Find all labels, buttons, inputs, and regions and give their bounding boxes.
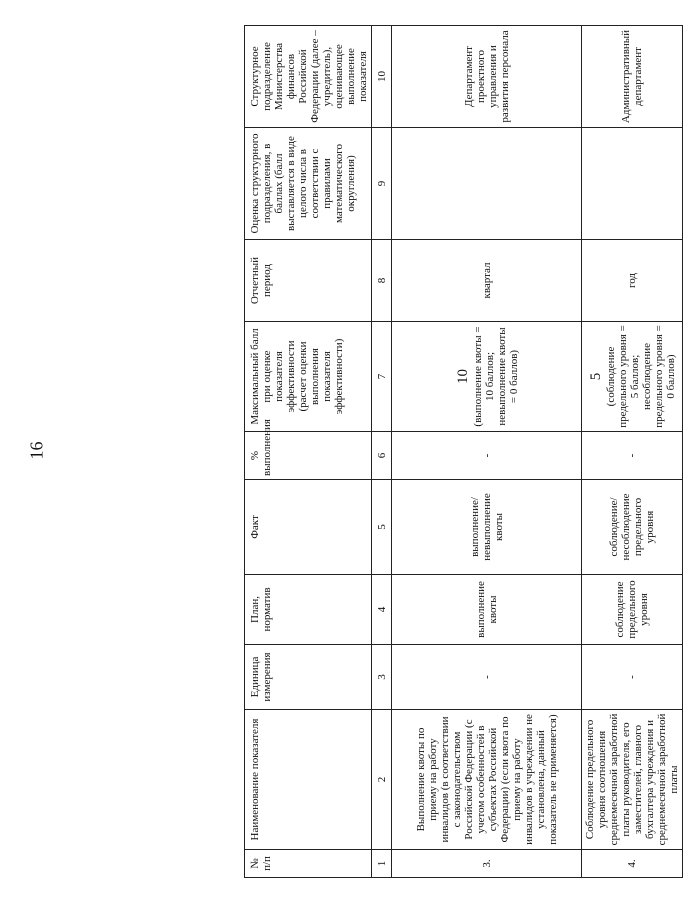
column-number: 9 bbox=[372, 128, 392, 240]
row-plan: выполнение квоты bbox=[392, 575, 582, 645]
header-cell-name: Наименование показателя bbox=[245, 710, 372, 850]
header-cell-fact: Факт bbox=[245, 480, 372, 575]
page-number: 16 bbox=[26, 441, 47, 460]
row-plan: соблюдение предельного уровня bbox=[582, 575, 683, 645]
row-period: год bbox=[582, 240, 683, 322]
indicators-table bbox=[244, 25, 683, 878]
column-number-row bbox=[372, 26, 392, 878]
row-indicator-name: Соблюдение предельного уровня соотношения среднемесячной заработной платы руководителя, его заместителей, главного бухгалтера учреждения и среднемесячной заработной платы bbox=[582, 710, 683, 850]
row-num: 3. bbox=[392, 850, 582, 878]
row-percent: - bbox=[392, 432, 582, 480]
row-unit: - bbox=[392, 645, 582, 710]
header-row bbox=[245, 26, 372, 878]
column-number: 2 bbox=[372, 710, 392, 850]
table-row bbox=[392, 26, 582, 878]
row-fact: соблюдение/ несоблюдение предельного уровня bbox=[582, 480, 683, 575]
header-cell-max-score: Максимальный балл при оценке показателя эффективности (расчет оценки выполнения показателя эффективности) bbox=[245, 322, 372, 432]
row-max-score-value: 5 bbox=[588, 372, 604, 381]
rotated-table-wrapper bbox=[244, 26, 680, 878]
row-department: Департамент проектного управления и развития персонала bbox=[392, 26, 582, 128]
column-number: 3 bbox=[372, 645, 392, 710]
header-cell-department: Структурное подразделение Министерства финансов Российской Федерации (далее – учредитель), оценивающее выполнение показателя bbox=[245, 26, 372, 128]
row-department: Административный департамент bbox=[582, 26, 683, 128]
column-number: 10 bbox=[372, 26, 392, 128]
row-max-score-calc: (соблюдение предельного уровня = 5 баллов; несоблюдение предельного уровня = 0 баллов) bbox=[605, 325, 677, 428]
row-num: 4. bbox=[582, 850, 683, 878]
column-number: 1 bbox=[372, 850, 392, 878]
header-cell-plan: План, норматив bbox=[245, 575, 372, 645]
row-score bbox=[582, 128, 683, 240]
header-cell-period: Отчетный период bbox=[245, 240, 372, 322]
row-max-score bbox=[392, 322, 582, 432]
column-number: 4 bbox=[372, 575, 392, 645]
row-max-score-value: 10 bbox=[454, 369, 471, 384]
row-unit: - bbox=[582, 645, 683, 710]
header-cell-percent: % выполнения bbox=[245, 432, 372, 480]
row-score bbox=[392, 128, 582, 240]
row-max-score-calc: (выполнение квоты = 10 баллов; невыполнение квоты = 0 баллов) bbox=[471, 326, 520, 427]
header-cell-score: Оценка структурного подразделения, в баллах (балл выставляется в виде целого числа в соответствии с правилами математического округления) bbox=[245, 128, 372, 240]
column-number: 8 bbox=[372, 240, 392, 322]
column-number: 5 bbox=[372, 480, 392, 575]
column-number: 6 bbox=[372, 432, 392, 480]
column-number: 7 bbox=[372, 322, 392, 432]
header-cell-unit: Единица измерения bbox=[245, 645, 372, 710]
row-indicator-name: Выполнение квоты по приему на работу инвалидов (в соответствии с законодательством Российской Федерации (с учетом особенностей в субъектах Российской Федерации) (если квота по приему на работу инвалидов в учреждении не установлена, данный показатель не применяется) bbox=[392, 710, 582, 850]
row-period: квартал bbox=[392, 240, 582, 322]
header-cell-num: № п/п bbox=[245, 850, 372, 878]
table-row bbox=[582, 26, 683, 878]
row-fact: выполнение/ невыполнение квоты bbox=[392, 480, 582, 575]
row-max-score bbox=[582, 322, 683, 432]
row-percent: - bbox=[582, 432, 683, 480]
